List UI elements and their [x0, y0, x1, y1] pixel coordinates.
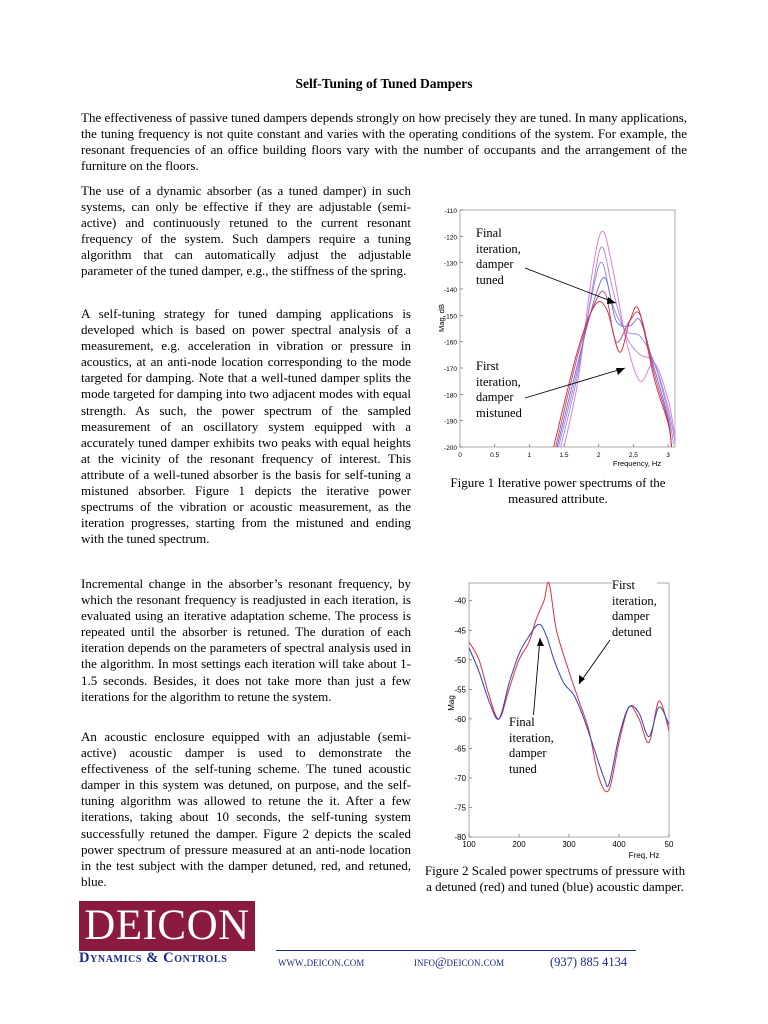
fig1-xtick-label: 0 [458, 452, 462, 459]
fig2-xtick-label: 300 [562, 840, 576, 849]
fig2-series-1 [469, 624, 669, 786]
fig1-series-5 [554, 301, 672, 447]
paragraph-1: The use of a dynamic absorber (as a tuned damper) in such systems, can only be effective if they are adjustable (semi-active) and continuously retuned to the current resonant frequency of the system. Such dampers require a tuning algorithm that can automatically adjust the adjustable parameter of the tuned damper, e.g., the stiffness of the spring. [81, 183, 411, 279]
fig2-ytick-label: -80 [454, 833, 466, 842]
fig1-ytick-label: -180 [443, 392, 457, 400]
footer-divider [276, 950, 636, 951]
fig2-ytick-label: -40 [454, 596, 466, 606]
fig1-ytick-label: -140 [443, 287, 457, 294]
fig1-ytick-label: -120 [443, 234, 457, 242]
fig1-series-2 [559, 262, 674, 447]
fig1-xtick-label: 1.5 [559, 452, 569, 459]
fig1-ytick-label: -150 [443, 313, 457, 321]
footer-phone: (937) 885 4134 [550, 955, 628, 969]
fig1-xtick-label: 2.5 [628, 452, 638, 459]
logo-tagline: Dynamics & Controls [79, 950, 228, 966]
fig1-annotation-first: First iteration, damper mistuned [476, 359, 522, 420]
fig2-ytick-label: -70 [454, 773, 466, 783]
paragraph-3: Incremental change in the absorber’s resonant frequency, by which the resonant frequency is readjusted in each iteration, is evaluated using an iterative adaptation scheme. The process is repeated until the absorber is retuned. The duration of each iteration depends on the parameters of spectral analysis used in the algorithm. In most settings each iteration will take about 1-1.5 seconds. Besides, it does not take more than just a few iterations for the algorithm to retune the system. [81, 576, 411, 704]
fig2-xtick-label: 100 [462, 840, 476, 849]
fig1-ytick-label: -160 [443, 339, 457, 347]
fig1-xlabel: Frequency, Hz [612, 459, 662, 468]
fig1-xtick-label: 1 [527, 452, 532, 459]
fig1-arrowhead-first [616, 368, 625, 375]
fig2-arrow-final [533, 638, 540, 721]
fig1-ytick-label: -130 [443, 260, 457, 268]
figure-1-chart [432, 200, 692, 472]
fig1-ytick-label: -170 [443, 366, 457, 373]
intro-paragraph: The effectiveness of passive tuned dampers depends strongly on how precisely they are tuned. In many applications, the tuning frequency is not quite constant and varies with the operating conditions of the system. For example, the resonant frequencies of an office building floors vary with the number of occupants and the arrangement of the furniture on the floors. [81, 110, 687, 173]
document-title: Self-Tuning of Tuned Dampers [295, 76, 473, 91]
fig2-annotation-first: First iteration, damper detuned [612, 578, 657, 639]
footer-email-link[interactable]: info@deicon.com [414, 955, 505, 969]
fig2-annotation-final: Final iteration, damper tuned [509, 715, 554, 776]
fig2-xtick-label: 50 [664, 840, 674, 849]
fig2-ytick-label: -45 [454, 626, 466, 636]
fig1-xtick-label: 3 [666, 452, 670, 459]
deicon-logo: DEICON [79, 901, 255, 951]
fig2-xlabel: Freq, Hz [628, 851, 660, 860]
fig2-arrowhead-final [537, 638, 544, 646]
fig1-annotation-final: Final iteration, damper tuned [476, 226, 521, 287]
fig2-ytick-label: -65 [454, 744, 466, 754]
paragraph-2: A self-tuning strategy for tuned damping applications is developed which is based on power spectral analysis of a measurement, e.g. acceleration in vibration or pressure in acoustics, at an anti-node location corresponding to the mode targeted for damping. Note that a well-tuned damper splits the mode targeted for damping into two adjacent modes with equal strength. As such, the power spectrum of the sampled measurement of an oscillatory system equipped with a accurately tuned damper exhibits two peaks with equal heights at the vicinity of the resonant frequency of interest. This attribute of a well-tuned absorber is the basis for self-tuning a mistuned absorber. Figure 1 depicts the iterative power spectrums of the vibration or acoustic measurement, as the iteration progresses, starting from the mistuned and ending with the tuned spectrum. [81, 306, 411, 547]
fig1-xtick-label: 2 [596, 452, 601, 459]
fig2-ytick-label: -60 [454, 714, 466, 724]
footer-website-link[interactable]: www.deicon.com [278, 955, 365, 969]
figure-1-caption: Figure 1 Iterative power spectrums of the measured attribute. [450, 475, 666, 506]
fig1-series-1 [561, 247, 675, 447]
fig2-arrow-first [579, 640, 610, 684]
fig1-ytick-label: -110 [444, 208, 457, 215]
fig1-arrow-final [525, 268, 616, 303]
fig2-ytick-label: -55 [454, 685, 466, 695]
fig2-xtick-label: 200 [512, 840, 526, 849]
fig1-ylabel: Mag, dB [437, 304, 446, 332]
fig1-ytick-label: -190 [443, 418, 457, 426]
fig2-ylabel: Mag [447, 695, 456, 711]
fig2-xtick-label: 400 [612, 840, 626, 849]
fig1-xtick-label: 0.5 [490, 452, 500, 459]
paragraph-4: An acoustic enclosure equipped with an adjustable (semi-active) acoustic damper is used to demonstrate the effectiveness of the self-tuning scheme. The tuned acoustic damper in this system was detuned, on purpose, and the self-tuning algorithm was allowed to retune the it. After a few iterations, taking about 10 seconds, the self-tuning system successfully retuned the damper. Figure 2 depicts the scaled power spectrum of pressure measured at an anti-node location in the test subject with the damper detuned, red, and retuned, blue. [81, 729, 411, 889]
fig2-ytick-label: -75 [454, 803, 466, 813]
fig2-ytick-label: -50 [454, 655, 466, 665]
figure-2-caption: Figure 2 Scaled power spectrums of pressure with a detuned (red) and tuned (blue) acoustic damper. [424, 863, 686, 894]
fig1-ytick-label: -200 [443, 445, 457, 452]
